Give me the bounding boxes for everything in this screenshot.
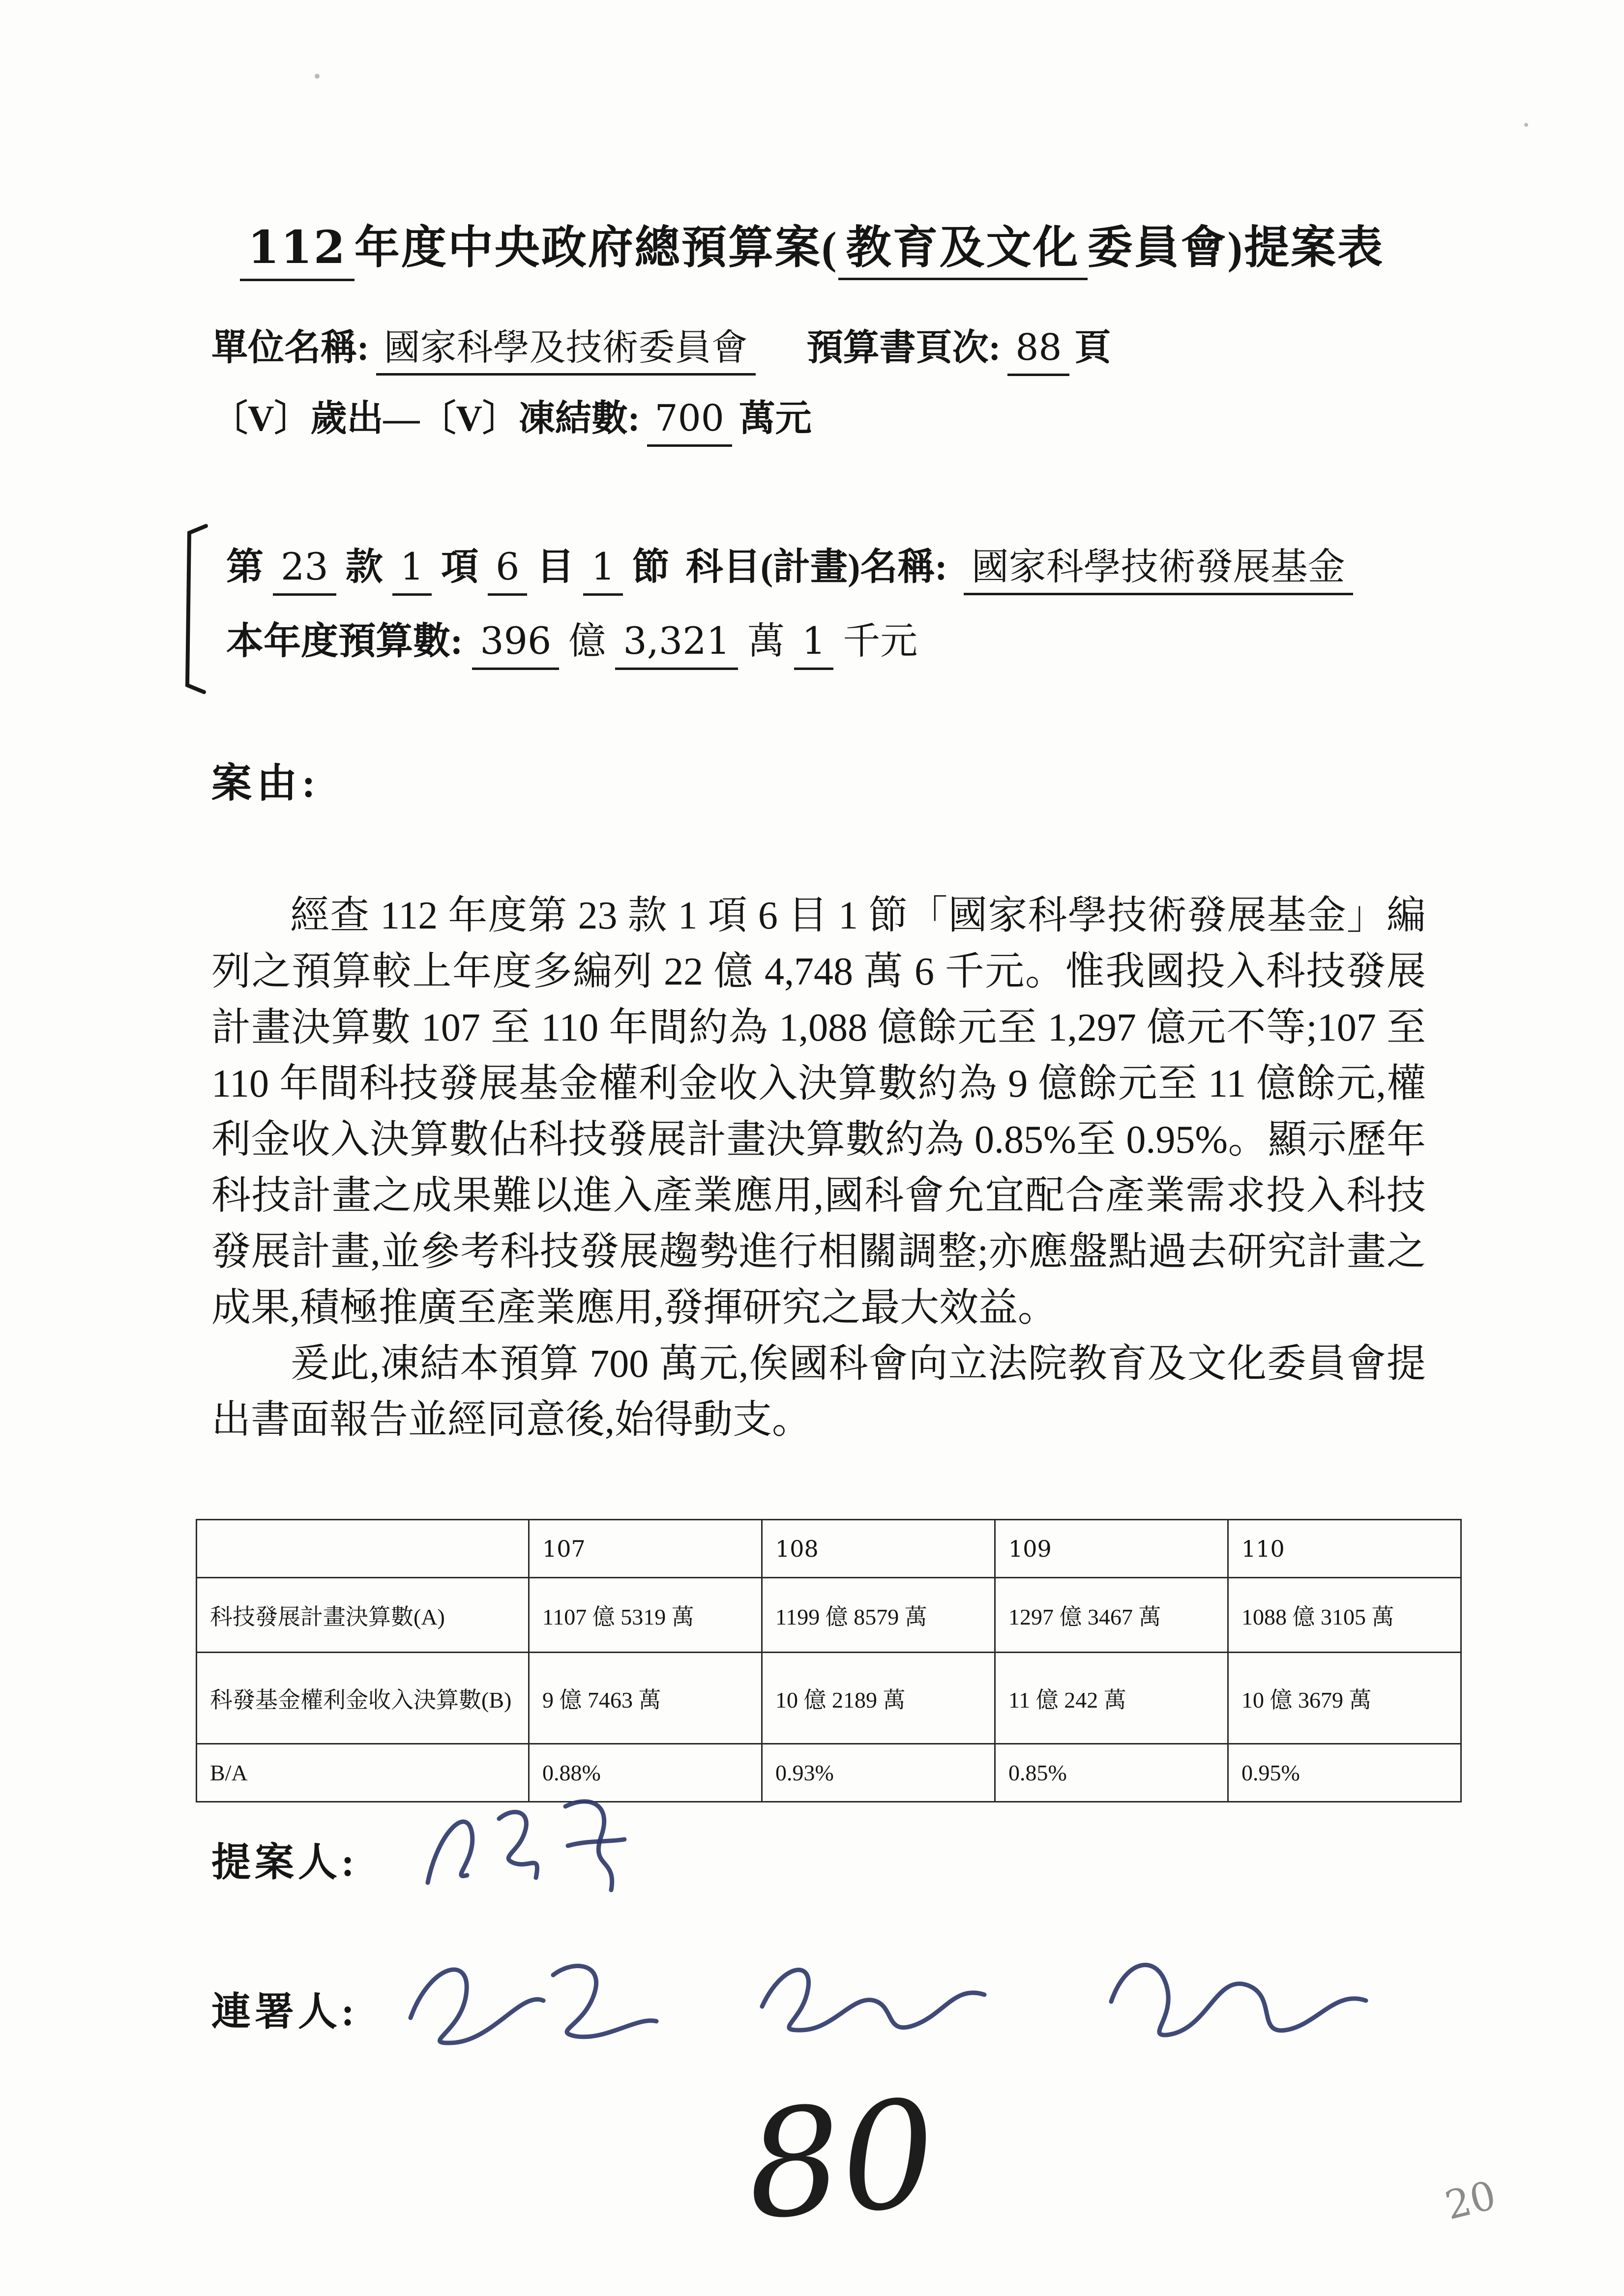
chieh-unit: 節 [632,547,670,588]
unit-line [211,319,1111,371]
budget-comparison-table [196,1519,1462,1802]
budget-unit-3: 千元 [843,621,918,662]
title-post: 委員會)提案表 [1087,223,1385,273]
cell-b-110: 10 億 3679 萬 [1228,1653,1461,1744]
subject-block [226,530,1353,678]
title-year: 112 [240,221,354,281]
corner-page-number: 20 [1441,2172,1501,2229]
case-paragraph-1: 經查 112 年度第 23 款 1 項 6 目 1 節「國家科學技術發展基金」編列之預算較上年度多編列 22 億 4,748 萬 6 千元。惟我國投入科技發展計畫決算數 107 至 110 年間約為 1,088 億餘元至 1,297 億元不等;107 至 110 年間科技發展基金權利金收入決算數約為 9 億餘元至 11 億餘元,權利金收入決算數佔科技發展計畫決算數約為 0.85%至 0.95%。顯示歷年科技計畫之成果難以進入產業應用,國科會允宜配合產業需求投入科技發展計畫,並參考科技發展趨勢進行相關調整;亦應盤點過去研究計畫之成果,積極推廣至產業應用,發揮研究之最大效益。 [211,894,1426,1330]
table-header-109: 109 [995,1520,1228,1578]
budget-unit-1: 億 [568,621,606,662]
table-row [197,1653,1461,1744]
table-row [197,1578,1461,1653]
kuan-label: 第 [226,547,264,588]
scan-speck [1524,123,1528,127]
proposer-label: 提案人: [211,1841,358,1885]
subject-line [226,530,1353,604]
freeze-label: 凍結數: [518,399,640,439]
page-ref-label: 預算書頁次: [806,328,1001,368]
freeze-line [211,389,812,441]
kuan-number: 23 [273,545,336,596]
cell-ba-108: 0.93% [762,1744,995,1802]
hsiang-number: 1 [392,545,432,596]
cell-b-108: 10 億 2189 萬 [762,1653,995,1744]
page-ref-unit: 頁 [1074,328,1111,368]
scan-speck [315,74,320,79]
table-header-107: 107 [529,1520,762,1578]
budget-number-3: 1 [794,619,833,670]
freeze-amount: 700 [647,397,732,447]
subject-name-label: 科目(計畫)名稱: [685,547,947,588]
kuan-unit: 款 [345,547,383,588]
mu-unit: 目 [536,547,574,588]
case-body [211,888,1426,1448]
proposer-signature [393,1770,688,1927]
budget-line [226,604,1353,678]
row-label-a: 科技發展計畫決算數(A) [197,1578,529,1653]
case-paragraph-2: 爰此,凍結本預算 700 萬元,俟國科會向立法院教育及文化委員會提出書面報告並經同意後,始得動支。 [211,1342,1426,1442]
budget-unit-2: 萬 [747,621,785,662]
unit-label: 單位名稱: [211,328,369,368]
cell-a-110: 1088 億 3105 萬 [1228,1578,1461,1653]
mu-number: 6 [488,545,527,596]
row-label-b: 科發基金權利金收入決算數(B) [197,1653,529,1744]
expenditure-label: 歲出— [310,399,420,439]
row-label-ba: B/A [197,1744,529,1802]
cell-ba-107: 0.88% [529,1744,762,1802]
table-header-row [197,1520,1461,1578]
cell-a-109: 1297 億 3467 萬 [995,1578,1228,1653]
budget-number-2: 3,321 [615,619,738,670]
page-ref-value: 88 [1007,326,1069,376]
cosigner-signatures [388,1912,1446,2079]
page-title [0,211,1624,276]
cell-ba-110: 0.95% [1228,1744,1461,1802]
table-header-110: 110 [1228,1520,1461,1578]
handwritten-page-number: 80 [741,2068,941,2252]
budget-number-1: 396 [472,619,559,670]
hsiang-unit: 項 [441,547,479,588]
budget-label: 本年度預算數: [226,621,463,662]
left-bracket-mark [179,523,209,695]
chieh-number: 1 [583,545,622,596]
cell-b-107: 9 億 7463 萬 [529,1653,762,1744]
checkbox-freeze: 〔V〕 [419,399,519,439]
title-committee: 教育及文化 [838,223,1088,280]
unit-value: 國家科學及技術委員會 [376,328,756,376]
table-header-blank [197,1520,529,1578]
cell-b-109: 11 億 242 萬 [995,1653,1228,1744]
case-heading: 案由: [211,761,321,806]
cell-a-108: 1199 億 8579 萬 [762,1578,995,1653]
table-row [197,1744,1461,1802]
subject-name-value: 國家科學技術發展基金 [964,547,1353,595]
title-pre: 年度中央政府總預算案( [354,223,838,273]
table-header-108: 108 [762,1520,995,1578]
cell-a-107: 1107 億 5319 萬 [529,1578,762,1653]
checkbox-expenditure: 〔V〕 [211,399,311,439]
freeze-unit: 萬元 [738,399,812,439]
cosigner-label: 連署人: [211,1991,358,2034]
cell-ba-109: 0.85% [995,1744,1228,1802]
